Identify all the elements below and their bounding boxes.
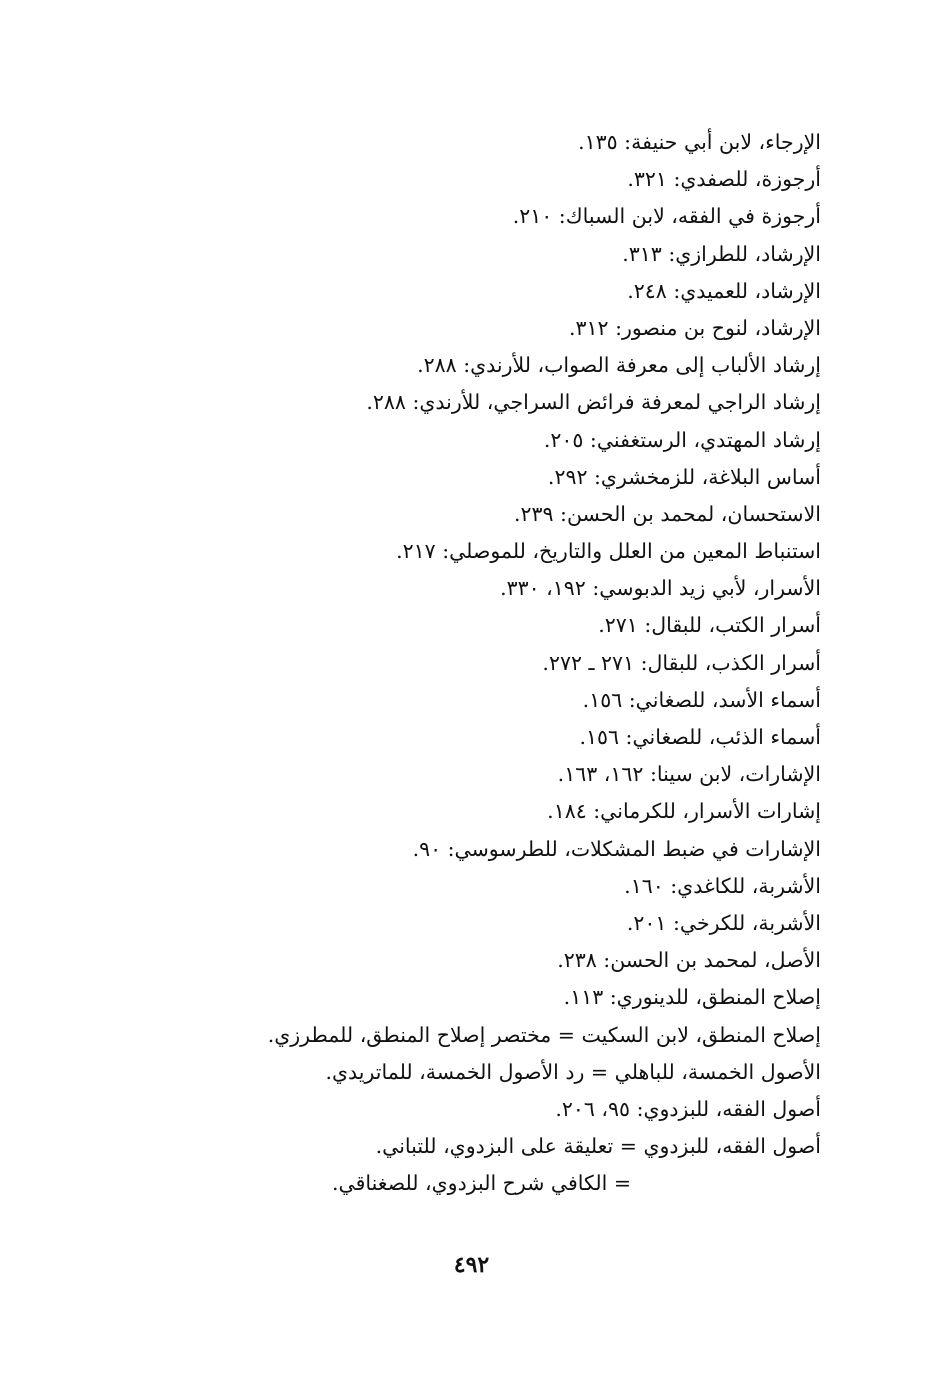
page-number: ٤٩٢ [453,1252,490,1278]
index-entry: استنباط المعين من العلل والتاريخ، للموصلي: ٢١٧. [396,539,821,564]
index-entry: الإرشاد، للطرازي: ٣١٣. [622,241,821,266]
index-entry: أساس البلاغة، للزمخشري: ٢٩٢. [547,464,821,489]
index-entry: الأصل، لمحمد بن الحسن: ٢٣٨. [557,948,821,973]
index-entry: أرجوزة في الفقه، لابن السباك: ٢١٠. [512,204,821,229]
index-entry: أسماء الأسد، للصغاني: ١٥٦. [582,687,821,712]
index-entry: أصول الفقه، للبزدوي: ٩٥، ٢٠٦. [555,1096,821,1121]
index-entry: إرشاد المهتدي، الرستغفني: ٢٠٥. [543,427,821,452]
index-entry: الإشارات في ضبط المشكلات، للطرسوسي: ٩٠. [412,836,821,861]
index-entry: إصلاح المنطق، لابن السكيت = مختصر إصلاح المنطق، للمطرزي. [267,1022,821,1047]
index-entry: الأصول الخمسة، للباهلي = رد الأصول الخمسة، للماتريدي. [325,1059,821,1084]
index-entry: إرشاد الألباب إلى معرفة الصواب، للأرندي: ٢٨٨. [417,353,821,378]
index-entry: الإرجاء، لابن أبي حنيفة: ١٣٥. [578,130,821,154]
index-entry: الأسرار، لأبي زيد الدبوسي: ١٩٢، ٣٣٠. [500,576,821,601]
index-entry: الأشربة، للكاغدي: ١٦٠. [624,873,821,898]
index-entry: أسرار الكتب، للبقال: ٢٧١. [598,613,821,638]
index-entry: الاستحسان، لمحمد بن الحسن: ٢٣٩. [513,501,821,526]
index-entry: إرشاد الراجي لمعرفة فرائض السراجي، للأرندي: ٢٨٨. [366,390,821,415]
index-entry: الإرشاد، للعميدي: ٢٤٨. [627,278,821,303]
book-index-list [121,124,821,1202]
index-entry: إشارات الأسرار، للكرماني: ١٨٤. [547,799,821,824]
index-entry: أرجوزة، للصفدي: ٣٢١. [627,167,821,192]
index-entry: إصلاح المنطق، للدينوري: ١١٣. [563,985,821,1010]
index-entry: الأشربة، للكرخي: ٢٠١. [626,910,821,935]
index-entry-continuation: = الكافي شرح البزدوي، للصغناقي. [331,1171,631,1196]
index-entry: أصول الفقه، للبزدوي = تعليقة على البزدوي، للتباني. [375,1134,821,1159]
index-entry: أسماء الذئب، للصغاني: ١٥٦. [579,725,821,749]
index-entry: الإرشاد، لنوح بن منصور: ٣١٢. [568,315,821,340]
index-entry: أسرار الكذب، للبقال: ٢٧١ ـ ٢٧٢. [542,650,821,675]
index-entry: الإشارات، لابن سينا: ١٦٢، ١٦٣. [557,762,821,787]
